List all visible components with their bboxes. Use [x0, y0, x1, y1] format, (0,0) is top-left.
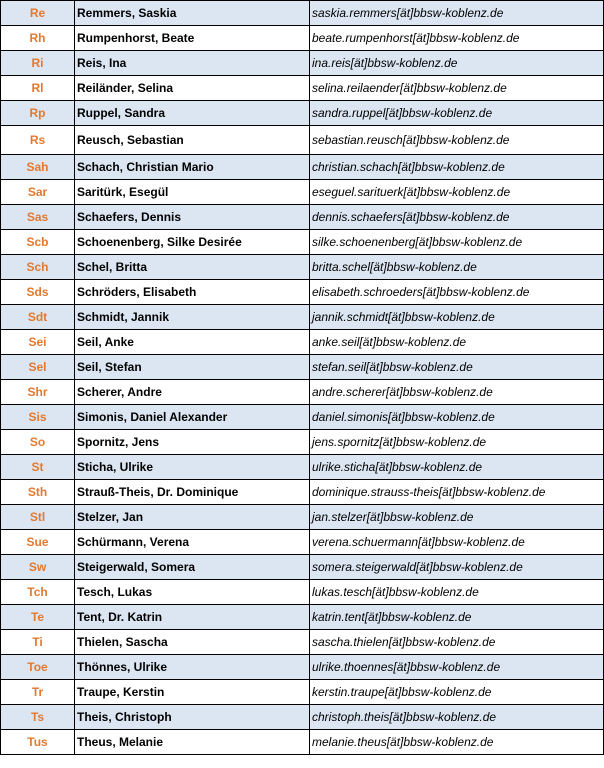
email-cell: jens.spornitz[ät]bbsw-koblenz.de: [310, 430, 604, 455]
email-cell: stefan.seil[ät]bbsw-koblenz.de: [310, 355, 604, 380]
abbreviation-cell: Ri: [1, 51, 75, 76]
name-cell: Sticha, Ulrike: [75, 455, 310, 480]
abbreviation-cell: Tus: [1, 730, 75, 755]
table-row: [1, 1, 604, 26]
abbreviation-cell: Tch: [1, 580, 75, 605]
email-cell: jan.stelzer[ät]bbsw-koblenz.de: [310, 505, 604, 530]
table-row: [1, 230, 604, 255]
abbreviation-cell: Sah: [1, 155, 75, 180]
name-cell: Seil, Stefan: [75, 355, 310, 380]
abbreviation-cell: Sds: [1, 280, 75, 305]
table-row: [1, 205, 604, 230]
email-cell: eseguel.sarituerk[ät]bbsw-koblenz.de: [310, 180, 604, 205]
abbreviation-cell: Te: [1, 605, 75, 630]
name-cell: Scherer, Andre: [75, 380, 310, 405]
name-cell: Traupe, Kerstin: [75, 680, 310, 705]
email-cell: ina.reis[ät]bbsw-koblenz.de: [310, 51, 604, 76]
table-row: [1, 730, 604, 755]
name-cell: Thielen, Sascha: [75, 630, 310, 655]
table-row: [1, 405, 604, 430]
abbreviation-cell: Sue: [1, 530, 75, 555]
name-cell: Thönnes, Ulrike: [75, 655, 310, 680]
name-cell: Saritürk, Esegül: [75, 180, 310, 205]
abbreviation-cell: Shr: [1, 380, 75, 405]
table-row: [1, 280, 604, 305]
table-row: [1, 355, 604, 380]
abbreviation-cell: Scb: [1, 230, 75, 255]
name-cell: Schürmann, Verena: [75, 530, 310, 555]
table-row: [1, 455, 604, 480]
table-row: [1, 255, 604, 280]
abbreviation-cell: Sar: [1, 180, 75, 205]
email-cell: andre.scherer[ät]bbsw-koblenz.de: [310, 380, 604, 405]
name-cell: Theis, Christoph: [75, 705, 310, 730]
name-cell: Remmers, Saskia: [75, 1, 310, 26]
table-row: [1, 655, 604, 680]
table-row: [1, 680, 604, 705]
table-body: [1, 1, 604, 755]
name-cell: Tesch, Lukas: [75, 580, 310, 605]
table-row: [1, 530, 604, 555]
name-cell: Rumpenhorst, Beate: [75, 26, 310, 51]
name-cell: Reiländer, Selina: [75, 76, 310, 101]
table-row: [1, 580, 604, 605]
name-cell: Seil, Anke: [75, 330, 310, 355]
abbreviation-cell: Tr: [1, 680, 75, 705]
email-cell: sandra.ruppel[ät]bbsw-koblenz.de: [310, 101, 604, 126]
email-cell: elisabeth.schroeders[ät]bbsw-koblenz.de: [310, 280, 604, 305]
abbreviation-cell: Sth: [1, 480, 75, 505]
email-cell: dennis.schaefers[ät]bbsw-koblenz.de: [310, 205, 604, 230]
table-row: [1, 51, 604, 76]
email-cell: daniel.simonis[ät]bbsw-koblenz.de: [310, 405, 604, 430]
table-row: [1, 555, 604, 580]
email-cell: christian.schach[ät]bbsw-koblenz.de: [310, 155, 604, 180]
email-cell: beate.rumpenhorst[ät]bbsw-koblenz.de: [310, 26, 604, 51]
email-cell: selina.reilaender[ät]bbsw-koblenz.de: [310, 76, 604, 101]
email-cell: sebastian.reusch[ät]bbsw-koblenz.de: [310, 126, 604, 155]
name-cell: Spornitz, Jens: [75, 430, 310, 455]
abbreviation-cell: Sw: [1, 555, 75, 580]
table-row: [1, 180, 604, 205]
table-row: [1, 101, 604, 126]
table-row: [1, 630, 604, 655]
table-row: [1, 330, 604, 355]
email-cell: lukas.tesch[ät]bbsw-koblenz.de: [310, 580, 604, 605]
table-row: [1, 76, 604, 101]
name-cell: Steigerwald, Somera: [75, 555, 310, 580]
email-cell: melanie.theus[ät]bbsw-koblenz.de: [310, 730, 604, 755]
name-cell: Schaefers, Dennis: [75, 205, 310, 230]
table-row: [1, 26, 604, 51]
table-row: [1, 305, 604, 330]
table-row: [1, 605, 604, 630]
name-cell: Reusch, Sebastian: [75, 126, 310, 155]
email-cell: katrin.tent[ät]bbsw-koblenz.de: [310, 605, 604, 630]
email-cell: verena.schuermann[ät]bbsw-koblenz.de: [310, 530, 604, 555]
table-row: [1, 480, 604, 505]
abbreviation-cell: Rh: [1, 26, 75, 51]
name-cell: Strauß-Theis, Dr. Dominique: [75, 480, 310, 505]
name-cell: Schröders, Elisabeth: [75, 280, 310, 305]
name-cell: Schach, Christian Mario: [75, 155, 310, 180]
table-row: [1, 380, 604, 405]
abbreviation-cell: Rl: [1, 76, 75, 101]
email-cell: kerstin.traupe[ät]bbsw-koblenz.de: [310, 680, 604, 705]
abbreviation-cell: Toe: [1, 655, 75, 680]
email-cell: sascha.thielen[ät]bbsw-koblenz.de: [310, 630, 604, 655]
email-cell: britta.schel[ät]bbsw-koblenz.de: [310, 255, 604, 280]
abbreviation-cell: Rp: [1, 101, 75, 126]
name-cell: Ruppel, Sandra: [75, 101, 310, 126]
name-cell: Schel, Britta: [75, 255, 310, 280]
email-cell: christoph.theis[ät]bbsw-koblenz.de: [310, 705, 604, 730]
abbreviation-cell: Sas: [1, 205, 75, 230]
name-cell: Stelzer, Jan: [75, 505, 310, 530]
abbreviation-cell: Sei: [1, 330, 75, 355]
name-cell: Simonis, Daniel Alexander: [75, 405, 310, 430]
abbreviation-cell: Stl: [1, 505, 75, 530]
email-cell: anke.seil[ät]bbsw-koblenz.de: [310, 330, 604, 355]
abbreviation-cell: Ts: [1, 705, 75, 730]
name-cell: Tent, Dr. Katrin: [75, 605, 310, 630]
email-cell: jannik.schmidt[ät]bbsw-koblenz.de: [310, 305, 604, 330]
email-cell: silke.schoenenberg[ät]bbsw-koblenz.de: [310, 230, 604, 255]
abbreviation-cell: Sdt: [1, 305, 75, 330]
name-cell: Theus, Melanie: [75, 730, 310, 755]
abbreviation-cell: St: [1, 455, 75, 480]
name-cell: Schmidt, Jannik: [75, 305, 310, 330]
abbreviation-cell: Sch: [1, 255, 75, 280]
email-cell: ulrike.sticha[ät]bbsw-koblenz.de: [310, 455, 604, 480]
abbreviation-cell: Re: [1, 1, 75, 26]
name-cell: Reis, Ina: [75, 51, 310, 76]
table-row: [1, 430, 604, 455]
abbreviation-cell: Sel: [1, 355, 75, 380]
abbreviation-cell: Ti: [1, 630, 75, 655]
table-row: [1, 505, 604, 530]
table-row: [1, 126, 604, 155]
abbreviation-cell: Rs: [1, 126, 75, 155]
table-row: [1, 705, 604, 730]
name-cell: Schoenenberg, Silke Desirée: [75, 230, 310, 255]
abbreviation-cell: Sis: [1, 405, 75, 430]
email-cell: somera.steigerwald[ät]bbsw-koblenz.de: [310, 555, 604, 580]
email-cell: dominique.strauss-theis[ät]bbsw-koblenz.de: [310, 480, 604, 505]
abbreviation-cell: So: [1, 430, 75, 455]
email-cell: ulrike.thoennes[ät]bbsw-koblenz.de: [310, 655, 604, 680]
email-cell: saskia.remmers[ät]bbsw-koblenz.de: [310, 1, 604, 26]
table-row: [1, 155, 604, 180]
